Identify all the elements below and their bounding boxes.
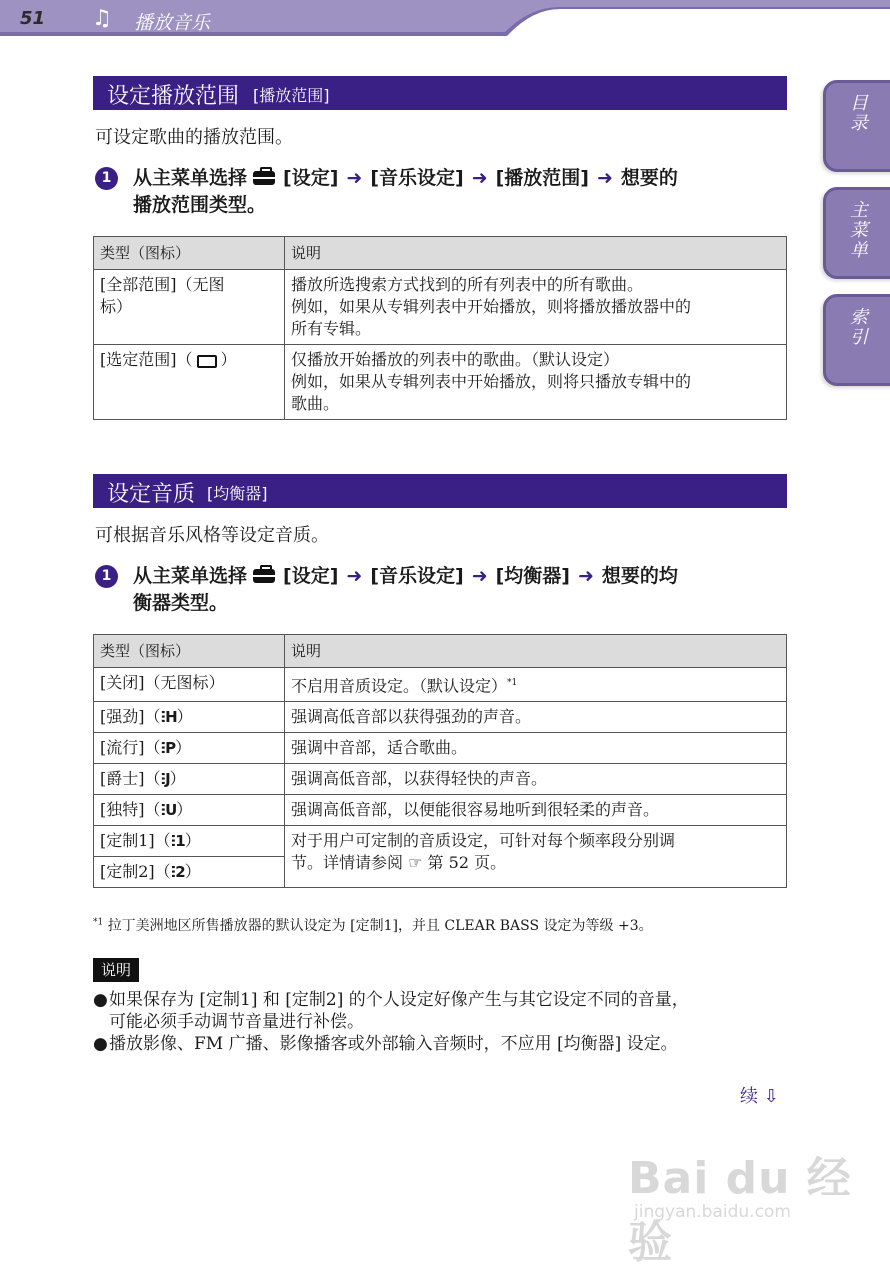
arrow-right-icon: ➜: [596, 167, 613, 189]
watermark-text: Bai du 经验: [628, 1153, 852, 1268]
table-header-type: 类型（图标）: [94, 237, 285, 270]
table-row: [94, 795, 787, 826]
header-section-title: 播放音乐: [134, 12, 211, 34]
table-cell-desc: 强调高低音部，以便能很容易地听到很轻柔的声音。: [285, 795, 787, 826]
eq-pop-icon: ⵗP: [160, 739, 176, 758]
eq-heavy-icon: ⵗH: [160, 708, 177, 727]
table-row: [94, 668, 787, 702]
step-path-play-range: [播放范围]: [495, 167, 589, 189]
table-row: [94, 702, 787, 733]
table-cell-type: [独特]（ⵗU）: [94, 795, 285, 826]
table-cell-type: [爵士]（ⵗJ）: [94, 764, 285, 795]
table-cell-type: [全部范围]（无图 标）: [94, 270, 285, 345]
arrow-right-icon: ➜: [346, 565, 363, 587]
section-intro: 可设定歌曲的播放范围。: [95, 127, 293, 148]
tab-contents[interactable]: [823, 80, 890, 172]
arrow-right-icon: ➜: [471, 565, 488, 587]
arrow-right-icon: ➜: [471, 167, 488, 189]
section-title: 设定播放范围: [107, 84, 240, 109]
table-row: [94, 826, 787, 857]
step-path-music-settings: [音乐设定]: [370, 167, 464, 189]
reference-pointer-icon[interactable]: ☞: [408, 853, 423, 873]
step-number: 1: [95, 167, 118, 190]
step-text: 想要的: [620, 167, 678, 189]
toolbox-icon: [253, 569, 275, 583]
section-subtitle: [播放范围]: [253, 86, 330, 105]
tab-index[interactable]: [823, 294, 890, 386]
step-text: 想要的均: [601, 565, 678, 587]
section-subtitle: [均衡器]: [207, 484, 268, 503]
table-cell-desc: 对于用户可定制的音质设定，可针对每个频率段分别调 节。详情请参阅 ☞ 第 52 页。: [285, 826, 787, 888]
arrow-right-icon: ➜: [346, 167, 363, 189]
table-cell-type: [关闭]（无图标）: [94, 668, 285, 702]
section-title: 设定音质: [107, 482, 196, 507]
section-title-bar: [93, 474, 787, 508]
table-header-desc: 说明: [285, 635, 787, 668]
eq-custom2-icon: ⵗ2: [170, 863, 185, 882]
step-path-music-settings: [音乐设定]: [370, 565, 464, 587]
play-range-table: [93, 236, 787, 420]
table-cell-type: [定制1]（ⵗ1）: [94, 826, 285, 857]
folder-icon: [197, 355, 217, 368]
tab-index-label: 索引: [847, 307, 868, 347]
table-row: [94, 270, 787, 345]
page-number: 51: [20, 8, 46, 29]
continued-link[interactable]: 续 ⇩: [740, 1086, 779, 1107]
bullet-icon: ●: [93, 990, 108, 1010]
table-cell-desc: 强调高低音部以获得强劲的声音。: [285, 702, 787, 733]
section-title-bar: [93, 76, 787, 110]
table-cell-type: [流行]（ⵗP）: [94, 733, 285, 764]
table-cell-desc: 播放所选搜索方式找到的所有列表中的所有歌曲。 例如，如果从专辑列表中开始播放，则将播放播放器中的 所有专辑。: [285, 270, 787, 345]
tab-contents-label: 目录: [847, 93, 868, 133]
equalizer-table: [93, 634, 787, 888]
eq-unique-icon: ⵗU: [160, 801, 177, 820]
toolbox-icon: [253, 171, 275, 185]
table-header-row: [94, 237, 787, 270]
bullet-icon: ●: [93, 1034, 108, 1054]
table-cell-desc: 不启用音质设定。（默认设定）$^{*1}$: [285, 668, 787, 702]
table-cell-type: [选定范围]（ ）: [94, 345, 285, 420]
note-badge: 说明: [93, 958, 139, 982]
arrow-right-icon: ➜: [577, 565, 594, 587]
table-cell-type: [强劲]（ⵗH）: [94, 702, 285, 733]
tab-main-menu[interactable]: [823, 187, 890, 279]
table-header-desc: 说明: [285, 237, 787, 270]
tab-main-menu-label: 主菜单: [847, 200, 868, 260]
eq-custom1-icon: ⵗ1: [170, 832, 185, 851]
watermark: [628, 1142, 890, 1270]
footnote: $^{*1}$ 拉丁美洲地区所售播放器的默认设定为 [定制1]，并且 CLEAR BASS 设定为等级 +3。: [93, 917, 653, 934]
table-row: [94, 733, 787, 764]
step-number: 1: [95, 565, 118, 588]
step-text: 从主菜单选择: [133, 565, 248, 587]
music-note-icon: ♫: [92, 6, 112, 31]
section-intro: 可根据音乐风格等设定音质。: [95, 525, 329, 546]
table-cell-desc: 仅播放开始播放的列表中的歌曲。（默认设定） 例如，如果从专辑列表中开始播放，则将只播放专辑中的 歌曲。: [285, 345, 787, 420]
step-path-equalizer: [均衡器]: [495, 565, 570, 587]
step-path-settings: [设定]: [283, 167, 339, 189]
step-path-settings: [设定]: [283, 565, 339, 587]
table-row: [94, 345, 787, 420]
arrow-down-icon: ⇩: [763, 1086, 779, 1107]
table-cell-type: [定制2]（ⵗ2）: [94, 857, 285, 888]
step-text: 衡器类型。: [133, 592, 229, 614]
watermark-url: jingyan.baidu.com: [634, 1202, 791, 1222]
eq-jazz-icon: ⵗJ: [160, 770, 170, 789]
step-text: 从主菜单选择: [133, 167, 248, 189]
step-text: 播放范围类型。: [133, 194, 267, 216]
table-row: [94, 764, 787, 795]
table-header-row: [94, 635, 787, 668]
table-header-type: 类型（图标）: [94, 635, 285, 668]
table-cell-desc: 强调高低音部，以获得轻快的声音。: [285, 764, 787, 795]
table-cell-desc: 强调中音部，适合歌曲。: [285, 733, 787, 764]
